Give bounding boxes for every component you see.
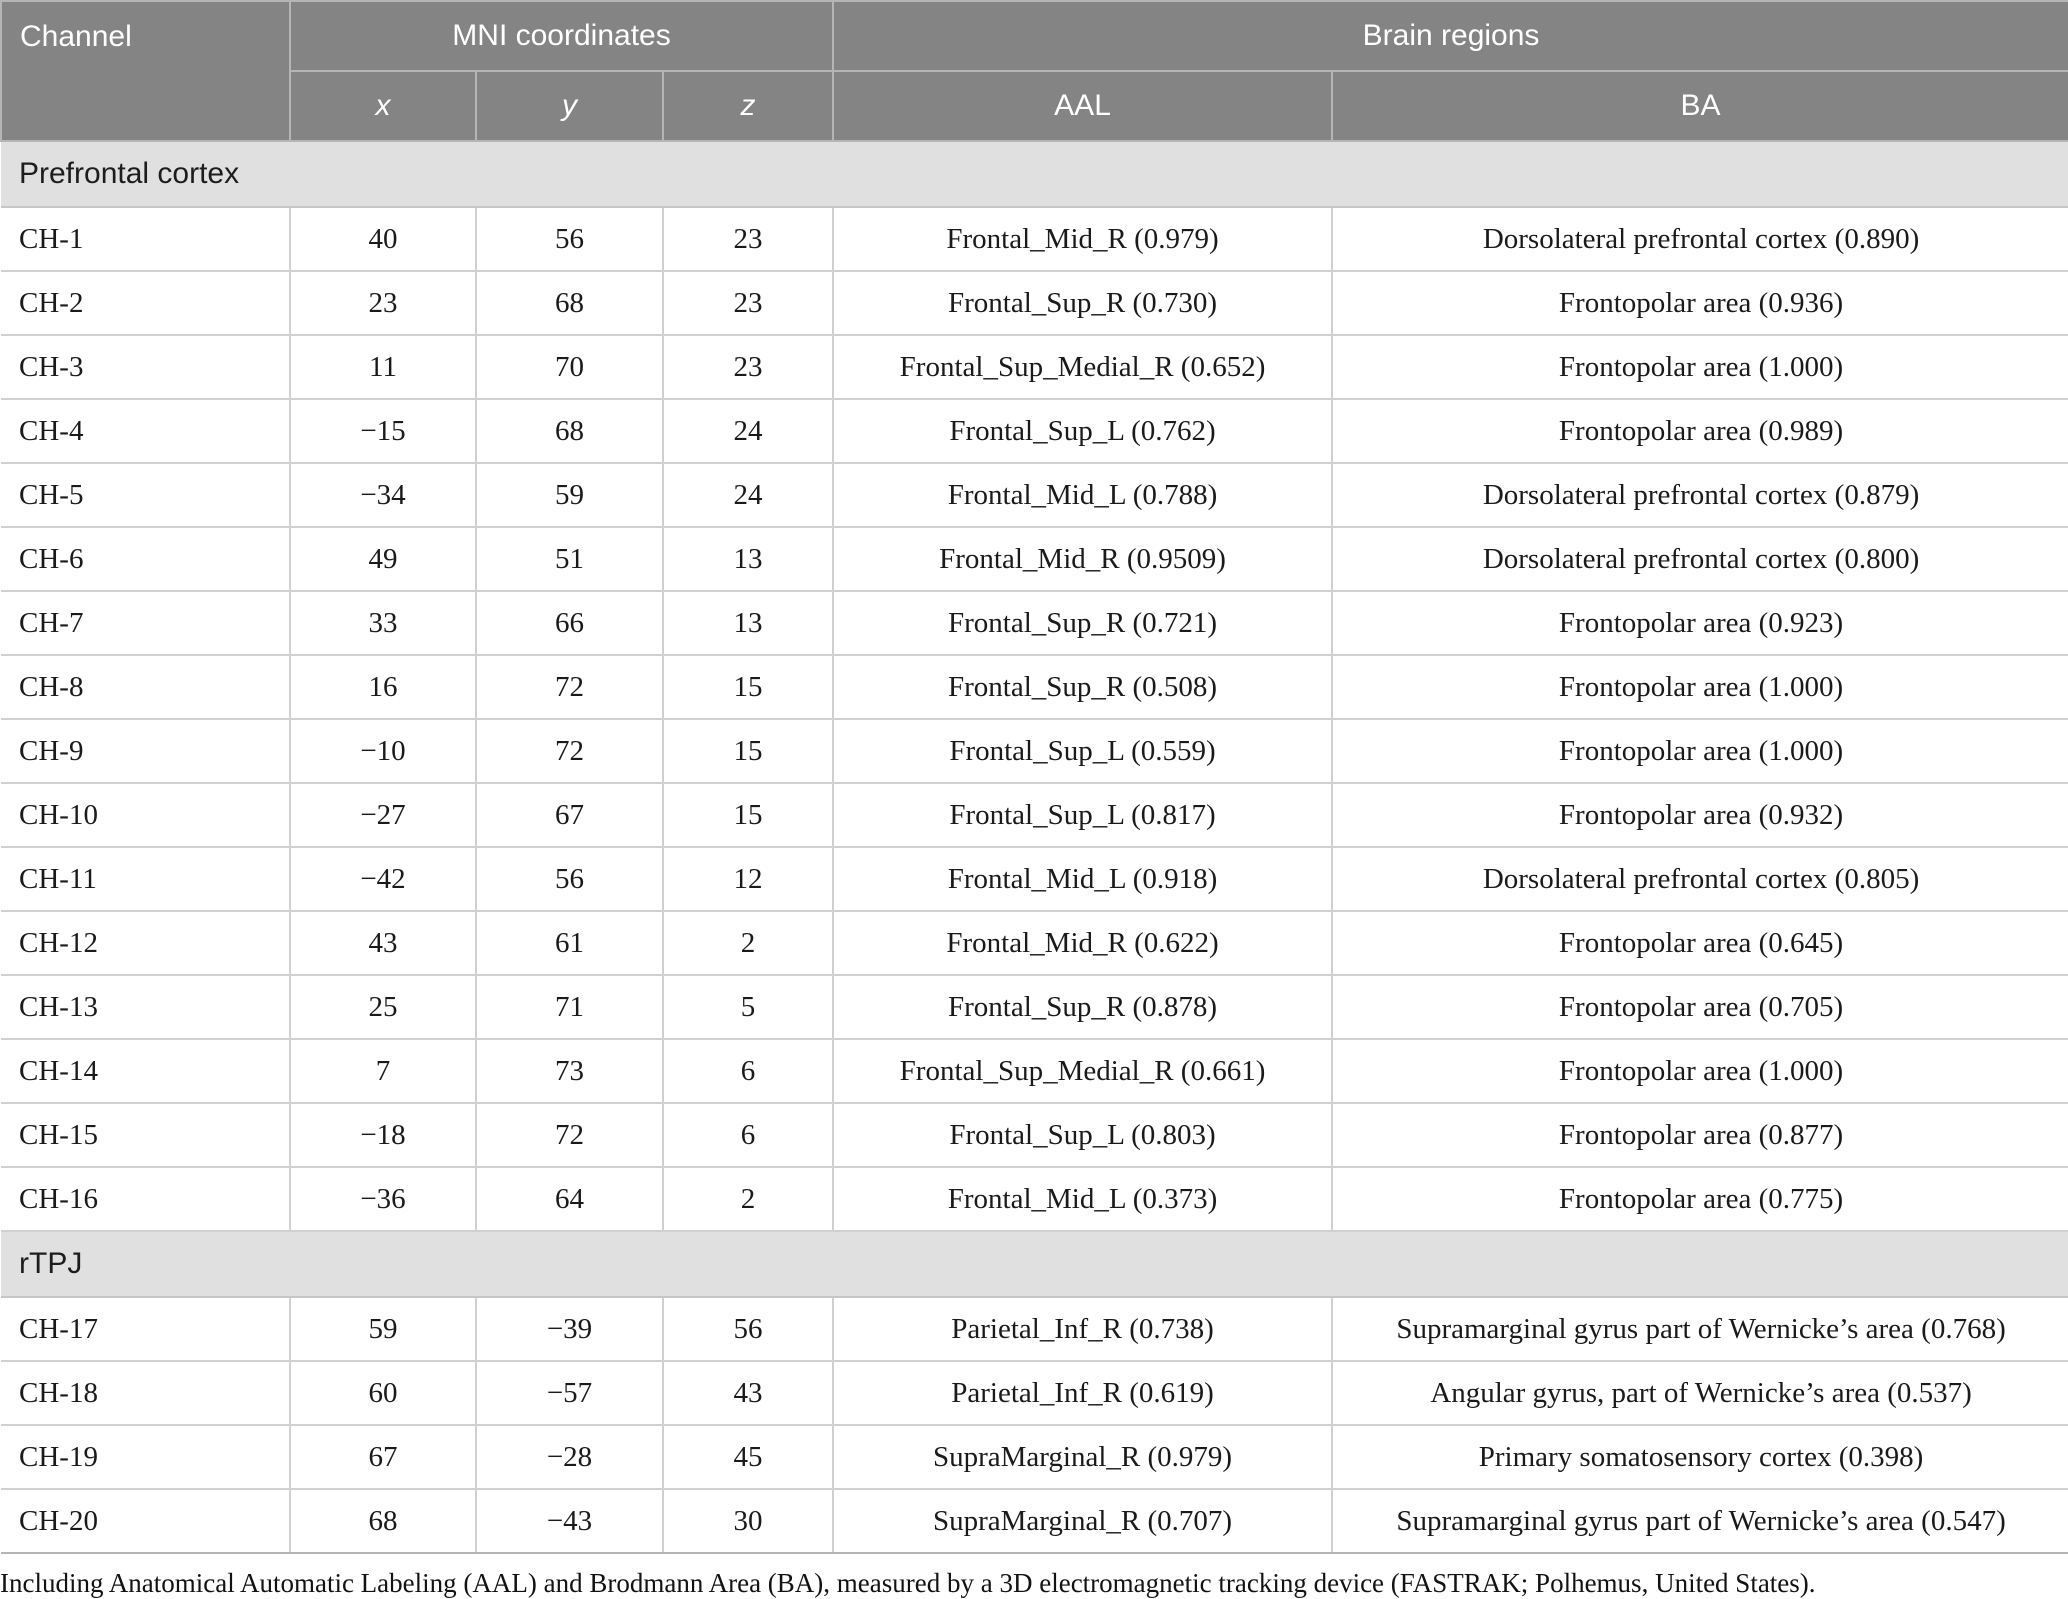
table-row bbox=[1, 463, 2068, 527]
cell-z: 15 bbox=[663, 719, 833, 783]
cell-z: 43 bbox=[663, 1361, 833, 1425]
cell-x: −15 bbox=[290, 399, 476, 463]
cell-channel: CH-16 bbox=[1, 1167, 290, 1231]
cell-x: −34 bbox=[290, 463, 476, 527]
header-row-groups bbox=[1, 1, 2068, 71]
cell-aal: SupraMarginal_R (0.707) bbox=[833, 1489, 1332, 1553]
table-footnote: Including Anatomical Automatic Labeling (AAL) and Brodmann Area (BA), measured by a 3D electromagnetic tracking device (FASTRAK; Polhemus, United States). bbox=[0, 1568, 1816, 1598]
cell-aal: Frontal_Sup_Medial_R (0.661) bbox=[833, 1039, 1332, 1103]
cell-ba: Dorsolateral prefrontal cortex (0.800) bbox=[1332, 527, 2068, 591]
cell-ba: Frontopolar area (0.936) bbox=[1332, 271, 2068, 335]
cell-aal: Frontal_Sup_R (0.878) bbox=[833, 975, 1332, 1039]
table-row bbox=[1, 399, 2068, 463]
cell-z: 13 bbox=[663, 591, 833, 655]
table-row bbox=[1, 847, 2068, 911]
cell-z: 23 bbox=[663, 335, 833, 399]
cell-z: 6 bbox=[663, 1103, 833, 1167]
cell-ba: Primary somatosensory cortex (0.398) bbox=[1332, 1425, 2068, 1489]
cell-z: 24 bbox=[663, 399, 833, 463]
cell-aal: Parietal_Inf_R (0.738) bbox=[833, 1297, 1332, 1361]
cell-x: 49 bbox=[290, 527, 476, 591]
header-row-subcolumns bbox=[1, 71, 2068, 141]
cell-aal: SupraMarginal_R (0.979) bbox=[833, 1425, 1332, 1489]
cell-aal: Frontal_Mid_R (0.622) bbox=[833, 911, 1332, 975]
cell-ba: Dorsolateral prefrontal cortex (0.805) bbox=[1332, 847, 2068, 911]
cell-z: 23 bbox=[663, 271, 833, 335]
cell-y: −57 bbox=[476, 1361, 663, 1425]
cell-channel: CH-8 bbox=[1, 655, 290, 719]
cell-z: 5 bbox=[663, 975, 833, 1039]
cell-ba: Frontopolar area (1.000) bbox=[1332, 719, 2068, 783]
cell-x: −36 bbox=[290, 1167, 476, 1231]
cell-channel: CH-15 bbox=[1, 1103, 290, 1167]
cell-ba: Frontopolar area (0.775) bbox=[1332, 1167, 2068, 1231]
cell-z: 2 bbox=[663, 1167, 833, 1231]
table-body bbox=[1, 141, 2068, 1553]
cell-ba: Frontopolar area (0.705) bbox=[1332, 975, 2068, 1039]
cell-aal: Frontal_Mid_R (0.979) bbox=[833, 207, 1332, 271]
cell-y: 56 bbox=[476, 207, 663, 271]
cell-x: 16 bbox=[290, 655, 476, 719]
cell-z: 56 bbox=[663, 1297, 833, 1361]
cell-aal: Frontal_Sup_L (0.803) bbox=[833, 1103, 1332, 1167]
column-header-ba: BA bbox=[1332, 71, 2068, 141]
table-row bbox=[1, 1425, 2068, 1489]
cell-x: 33 bbox=[290, 591, 476, 655]
cell-ba: Frontopolar area (0.932) bbox=[1332, 783, 2068, 847]
cell-y: 51 bbox=[476, 527, 663, 591]
cell-x: 59 bbox=[290, 1297, 476, 1361]
cell-aal: Frontal_Sup_R (0.508) bbox=[833, 655, 1332, 719]
cell-ba: Frontopolar area (1.000) bbox=[1332, 655, 2068, 719]
cell-x: 7 bbox=[290, 1039, 476, 1103]
cell-channel: CH-11 bbox=[1, 847, 290, 911]
cell-y: 72 bbox=[476, 655, 663, 719]
cell-x: 40 bbox=[290, 207, 476, 271]
cell-aal: Frontal_Sup_R (0.721) bbox=[833, 591, 1332, 655]
cell-x: 11 bbox=[290, 335, 476, 399]
cell-y: −43 bbox=[476, 1489, 663, 1553]
cell-z: 15 bbox=[663, 783, 833, 847]
cell-y: 72 bbox=[476, 719, 663, 783]
cell-ba: Dorsolateral prefrontal cortex (0.879) bbox=[1332, 463, 2068, 527]
cell-z: 45 bbox=[663, 1425, 833, 1489]
cell-y: 71 bbox=[476, 975, 663, 1039]
cell-channel: CH-3 bbox=[1, 335, 290, 399]
column-group-mni-coordinates: MNI coordinates bbox=[290, 1, 833, 71]
table-row bbox=[1, 335, 2068, 399]
cell-aal: Frontal_Mid_L (0.918) bbox=[833, 847, 1332, 911]
cell-channel: CH-20 bbox=[1, 1489, 290, 1553]
cell-channel: CH-17 bbox=[1, 1297, 290, 1361]
cell-y: 73 bbox=[476, 1039, 663, 1103]
table-row bbox=[1, 655, 2068, 719]
table-row bbox=[1, 911, 2068, 975]
column-header-channel-label: Channel bbox=[20, 20, 132, 53]
cell-z: 13 bbox=[663, 527, 833, 591]
cell-x: 43 bbox=[290, 911, 476, 975]
table-header bbox=[1, 1, 2068, 141]
cell-ba: Supramarginal gyrus part of Wernicke’s area (0.768) bbox=[1332, 1297, 2068, 1361]
cell-channel: CH-18 bbox=[1, 1361, 290, 1425]
cell-z: 15 bbox=[663, 655, 833, 719]
cell-ba: Dorsolateral prefrontal cortex (0.890) bbox=[1332, 207, 2068, 271]
cell-aal: Frontal_Sup_Medial_R (0.652) bbox=[833, 335, 1332, 399]
column-group-brain-regions: Brain regions bbox=[833, 1, 2068, 71]
cell-aal: Parietal_Inf_R (0.619) bbox=[833, 1361, 1332, 1425]
cell-ba: Frontopolar area (0.645) bbox=[1332, 911, 2068, 975]
cell-channel: CH-5 bbox=[1, 463, 290, 527]
cell-x: −18 bbox=[290, 1103, 476, 1167]
cell-channel: CH-7 bbox=[1, 591, 290, 655]
cell-y: 67 bbox=[476, 783, 663, 847]
table-row bbox=[1, 1167, 2068, 1231]
cell-z: 24 bbox=[663, 463, 833, 527]
cell-aal: Frontal_Sup_L (0.762) bbox=[833, 399, 1332, 463]
cell-x: 25 bbox=[290, 975, 476, 1039]
cell-z: 6 bbox=[663, 1039, 833, 1103]
cell-x: 23 bbox=[290, 271, 476, 335]
cell-y: 66 bbox=[476, 591, 663, 655]
cell-ba: Frontopolar area (0.877) bbox=[1332, 1103, 2068, 1167]
cell-x: −10 bbox=[290, 719, 476, 783]
cell-channel: CH-10 bbox=[1, 783, 290, 847]
table-row bbox=[1, 1361, 2068, 1425]
cell-channel: CH-14 bbox=[1, 1039, 290, 1103]
cell-y: 72 bbox=[476, 1103, 663, 1167]
section-row bbox=[1, 141, 2068, 207]
column-header-z: z bbox=[663, 71, 833, 141]
cell-ba: Frontopolar area (0.989) bbox=[1332, 399, 2068, 463]
cell-aal: Frontal_Sup_R (0.730) bbox=[833, 271, 1332, 335]
cell-y: −39 bbox=[476, 1297, 663, 1361]
table-row bbox=[1, 1039, 2068, 1103]
cell-ba: Supramarginal gyrus part of Wernicke’s area (0.547) bbox=[1332, 1489, 2068, 1553]
cell-y: 56 bbox=[476, 847, 663, 911]
table-row bbox=[1, 1103, 2068, 1167]
cell-channel: CH-1 bbox=[1, 207, 290, 271]
cell-channel: CH-4 bbox=[1, 399, 290, 463]
cell-channel: CH-9 bbox=[1, 719, 290, 783]
cell-channel: CH-19 bbox=[1, 1425, 290, 1489]
cell-aal: Frontal_Mid_L (0.788) bbox=[833, 463, 1332, 527]
column-header-channel bbox=[1, 1, 290, 141]
cell-channel: CH-6 bbox=[1, 527, 290, 591]
cell-channel: CH-12 bbox=[1, 911, 290, 975]
cell-y: 59 bbox=[476, 463, 663, 527]
cell-aal: Frontal_Mid_R (0.9509) bbox=[833, 527, 1332, 591]
column-header-x: x bbox=[290, 71, 476, 141]
section-label: Prefrontal cortex bbox=[1, 141, 2068, 207]
cell-aal: Frontal_Mid_L (0.373) bbox=[833, 1167, 1332, 1231]
table-row bbox=[1, 783, 2068, 847]
cell-aal: Frontal_Sup_L (0.559) bbox=[833, 719, 1332, 783]
table-row bbox=[1, 527, 2068, 591]
cell-x: 67 bbox=[290, 1425, 476, 1489]
cell-z: 23 bbox=[663, 207, 833, 271]
section-label: rTPJ bbox=[1, 1231, 2068, 1297]
table-row bbox=[1, 719, 2068, 783]
cell-ba: Frontopolar area (1.000) bbox=[1332, 335, 2068, 399]
cell-y: 70 bbox=[476, 335, 663, 399]
cell-channel: CH-13 bbox=[1, 975, 290, 1039]
table-row bbox=[1, 1489, 2068, 1553]
column-header-y: y bbox=[476, 71, 663, 141]
cell-z: 30 bbox=[663, 1489, 833, 1553]
cell-z: 2 bbox=[663, 911, 833, 975]
cell-channel: CH-2 bbox=[1, 271, 290, 335]
table-row bbox=[1, 271, 2068, 335]
cell-ba: Frontopolar area (0.923) bbox=[1332, 591, 2068, 655]
table-row bbox=[1, 591, 2068, 655]
cell-x: −42 bbox=[290, 847, 476, 911]
cell-y: 68 bbox=[476, 271, 663, 335]
table-row bbox=[1, 1297, 2068, 1361]
table-row bbox=[1, 207, 2068, 271]
cell-y: −28 bbox=[476, 1425, 663, 1489]
cell-y: 64 bbox=[476, 1167, 663, 1231]
column-header-aal: AAL bbox=[833, 71, 1332, 141]
cell-ba: Frontopolar area (1.000) bbox=[1332, 1039, 2068, 1103]
cell-x: 68 bbox=[290, 1489, 476, 1553]
cell-z: 12 bbox=[663, 847, 833, 911]
cell-ba: Angular gyrus, part of Wernicke’s area (0.537) bbox=[1332, 1361, 2068, 1425]
table-row bbox=[1, 975, 2068, 1039]
section-row bbox=[1, 1231, 2068, 1297]
cell-x: 60 bbox=[290, 1361, 476, 1425]
cell-y: 61 bbox=[476, 911, 663, 975]
cell-x: −27 bbox=[290, 783, 476, 847]
cell-y: 68 bbox=[476, 399, 663, 463]
cell-aal: Frontal_Sup_L (0.817) bbox=[833, 783, 1332, 847]
